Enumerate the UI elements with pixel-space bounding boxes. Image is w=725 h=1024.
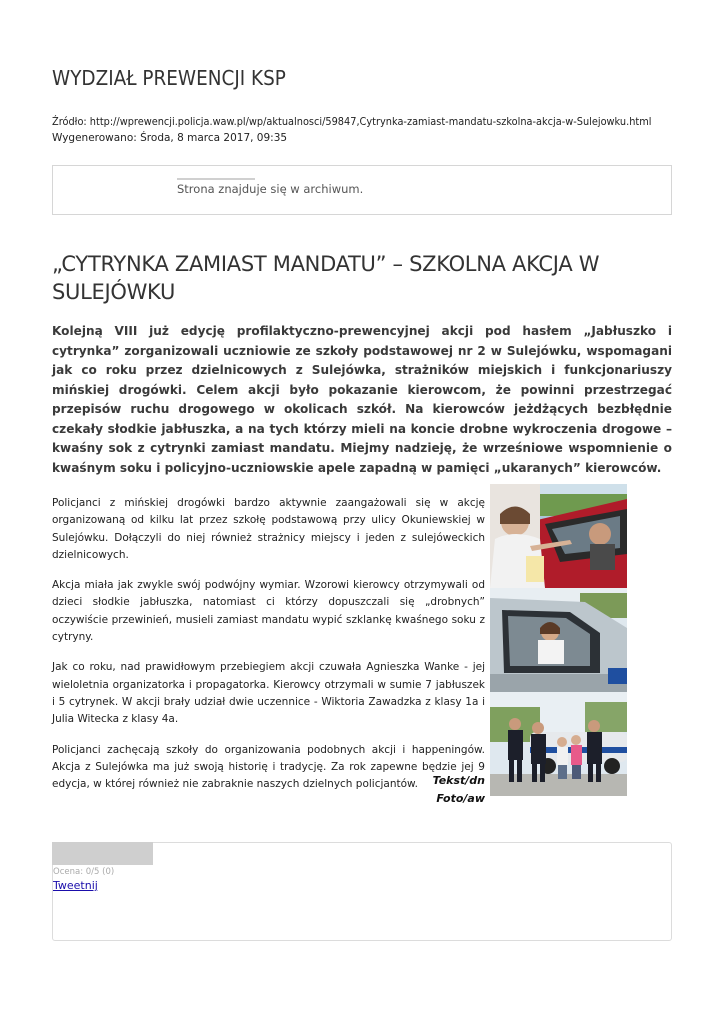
generated-date: Wygenerowano: Środa, 8 marca 2017, 09:35 (52, 132, 288, 144)
article-lead: Kolejną VIII już edycję profilaktyczno-prewencyjnej akcji pod hasłem „Jabłuszko i cytrynka” zorganizowali uczniowie ze szkoły podstawowej nr 2 w Sulejówku, wspomagani jak co roku przez dzielnicowych z Sulejówka, strażników miejskich i funkcjonariuszy mińskiej drogówki. Celem akcji było pokazanie kierowcom, że powinni przestrzegać przepisów ruchu drogowego w okolicach szkół. Na kierowców jeżdżących bezbłędnie czekały słodkie jabłuszka, a na tych którzy mieli na koncie drobne wykroczenia drogowe – kwaśny sok z cytrynki zamiast mandatu. Miejmy nadzieję, że wrześniowe wspomnienie o kwaśnym soku i policyjno-uczniowskie apele zapadną w pamięci „ukaranych” kierowców. (52, 324, 672, 475)
credits (300, 772, 485, 808)
rating-stars[interactable] (52, 842, 153, 865)
photo-officers-children[interactable] (490, 692, 627, 796)
archive-divider (177, 178, 255, 180)
credit-photo: Foto/aw (436, 792, 485, 805)
source-url: Źródło: http://wprewencji.policja.waw.pl/wp/aktualnosci/59847,Cytrynka-zamiast-mandatu-szkolna-akcja-w-Sulejowku.html (52, 116, 652, 128)
article-body (52, 495, 485, 806)
article-paragraph: Akcja miała jak zwykle swój podwójny wymiar. Wzorowi kierowcy otrzymywali od dzieci słodkie jabłuszka, natomiast ci którzy dopuszczali się „drobnych” oczywiście przewinień, musieli zamiast mandatu wypić szklankę kwaśnego soku z cytryny. (52, 579, 485, 644)
article-title: „CYTRYNKA ZAMIAST MANDATU” – SZKOLNA AKCJA W SULEJÓWKU (52, 252, 600, 304)
archive-notice: Strona znajduje się w archiwum. (177, 182, 364, 196)
rating-text: Ocena: 0/5 (0) (53, 867, 115, 877)
article-paragraph: Policjanci zachęcają szkoły do organizowania podobnych akcji i happeningów. Akcja z Sulejówka ma już swoją historię i tradycję. Za rok zapewne będzie jej 9 edycja, w której również nie zabraknie naszych dzielnych policjantów. (52, 743, 485, 791)
credit-text: Tekst/dn (432, 774, 485, 787)
tweet-link[interactable]: Tweetnij (53, 879, 98, 892)
rating-box (52, 842, 672, 941)
article-paragraph: Policjanci z mińskiej drogówki bardzo aktywnie zaangażowali się w akcję organizowaną od kilku lat przez szkołę podstawową przy ulicy Okuniewskiej w Sulejówku. Dołączyli do niej również strażnicy miejscy i jeden z sulejóweckich dzielnicowych. (52, 497, 485, 561)
photo-girl-police-car[interactable] (490, 588, 627, 692)
source-meta (52, 114, 697, 146)
site-title: WYDZIAŁ PREWENCJI KSP (52, 66, 286, 90)
photo-driver-lemon[interactable] (490, 484, 627, 588)
article-paragraph: Jak co roku, nad prawidłowym przebiegiem akcji czuwała Agnieszka Wanke - jej wieloletnia organizatorka i propagatorka. Kierowcy otrzymali w sumie 7 jabłuszek i 5 cytrynek. W akcji brały udział dwie uczennice - Wiktoria Zawadzka z klasy 1a i Julia Witecka z klasy 4a. (52, 661, 485, 726)
archive-notice-box (52, 165, 672, 215)
